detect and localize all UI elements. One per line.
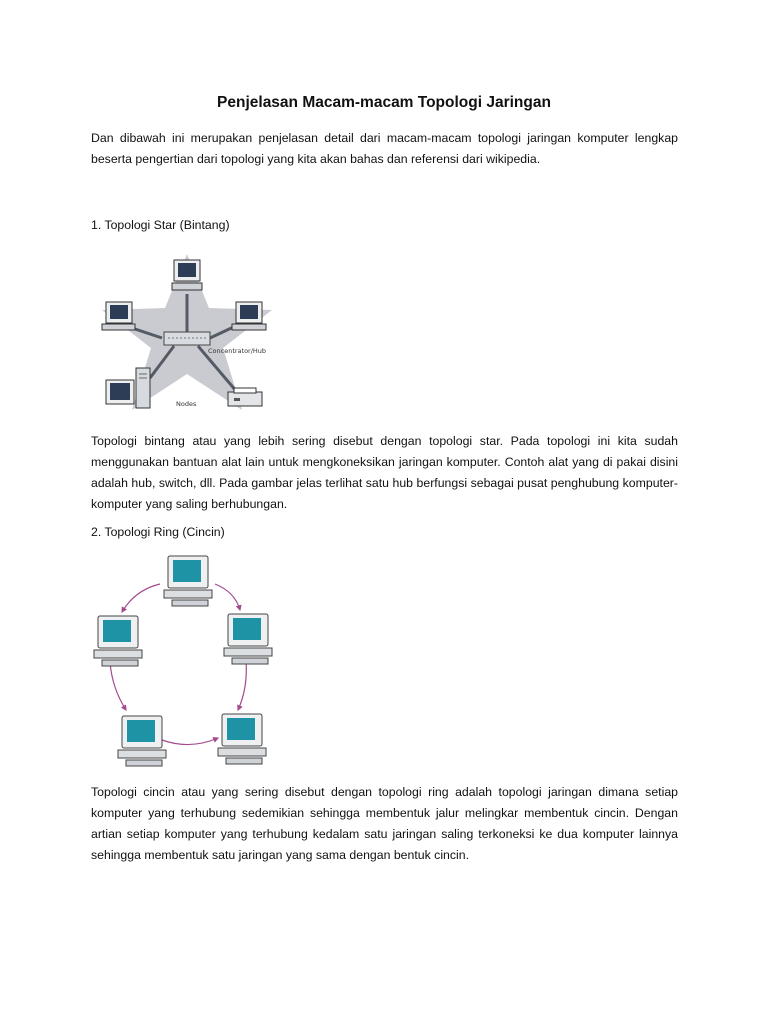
section-heading-star: 1. Topologi Star (Bintang) xyxy=(91,218,230,232)
ring-description-paragraph: Topologi cincin atau yang sering disebut dengan topologi ring adalah topologi jaringan dimana setiap komputer yang terhubung sedemikian sehingga membentuk jalur melingkar membentuk cincin. Dengan artian setiap komputer yang terhubung kedalam satu jaringan saling terkoneksi ke dua komputer lainnya sehingga membentuk satu jaringan yang sama dengan bentuk cincin. xyxy=(91,785,678,862)
ring-computer-bottom-right-icon xyxy=(218,714,266,764)
page-title: Penjelasan Macam-macam Topologi Jaringan xyxy=(217,94,551,111)
ring-computer-left-icon xyxy=(94,616,142,666)
star-description-paragraph: Topologi bintang atau yang lebih sering disebut dengan topologi star. Pada topologi ini kita sudah menggunakan bantuan alat lain untuk mengkoneksikan jaringan komputer. Contoh alat yang di pakai disini adalah hub, switch, dll. Pada gambar jelas terlihat satu hub berfungsi sebagai pusat penghubung komputer-komputer yang saling berhubungan. xyxy=(91,434,678,511)
intro-paragraph: Dan dibawah ini merupakan penjelasan detail dari macam-macam topologi jaringan komputer lengkap beserta pengertian dari topologi yang kita akan bahas dan referensi dari wikipedia. xyxy=(91,131,678,166)
computer-right-icon xyxy=(232,302,266,330)
section-heading-ring: 2. Topologi Ring (Cincin) xyxy=(91,525,225,539)
computer-left-icon xyxy=(102,302,135,330)
ring-computer-top-icon xyxy=(164,556,212,606)
nodes-label: Nodes xyxy=(176,400,197,408)
hub-label: Concentrator/Hub xyxy=(208,347,267,355)
computer-top-icon xyxy=(172,260,202,290)
ring-topology-figure xyxy=(90,550,280,776)
star-topology-figure xyxy=(92,252,282,414)
workstation-icon xyxy=(106,368,150,408)
ring-computer-right-icon xyxy=(224,614,272,664)
hub-device xyxy=(164,332,210,345)
ring-computer-bottom-left-icon xyxy=(118,716,166,766)
